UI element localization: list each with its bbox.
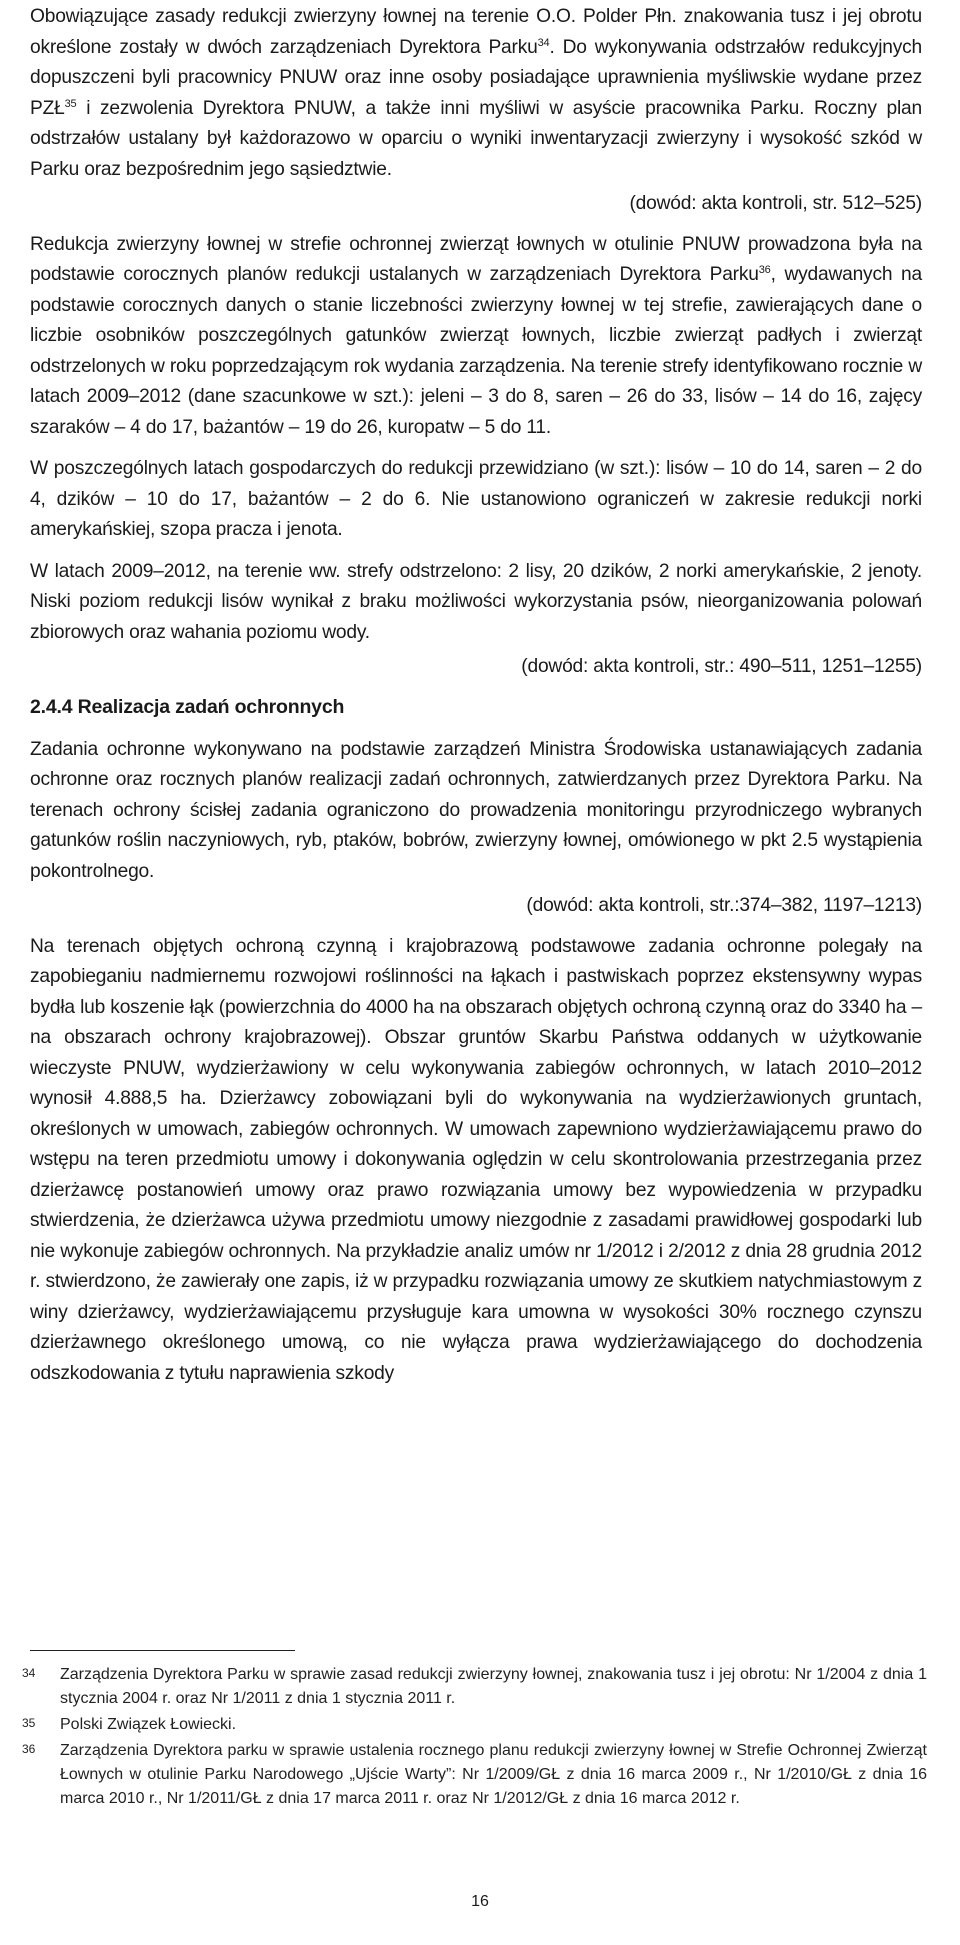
page-number: 16	[471, 1893, 489, 1910]
section-heading: 2.4.4 Realizacja zadań ochronnych	[30, 695, 345, 718]
footnote-ref-34: 34	[537, 36, 550, 49]
paragraph-buffer-zone: Redukcja zwierzyny łownej w strefie ochronnej zwierząt łownych w otulinie PNUW prowadzona była na podstawie corocznych planów redukcji ustalanych w zarządzeniach Dyrektora Parku$^{36}$, wydawanych na podstawie corocznych danych o stanie liczebności zwierzyny łownej w tej strefie, zawierających dane o liczbie osobników poszczególnych gatunków zwierząt łownych, liczbie zwierząt padłych i zwierząt odstrzelonych w roku poprzedzającym rok wydania zarządzenia. Na terenie strefy identyfikowano rocznie w latach 2009–2012 (dane szacunkowe w szt.): jeleni – 3 do 8, saren – 26 do 33, lisów – 14 do 16, zajęcy szaraków – 4 do 17, bażantów – 19 do 26, kuropatw – 5 do 11.	[30, 233, 922, 438]
footnote-36: 36 Zarządzenia Dyrektora parku w sprawie ustalenia rocznego planu redukcji zwierzyny łownej w Strefie Ochronnej Zwierząt Łownych w otulinie Parku Narodowego „Ujście Warty”: Nr 1/2009/GŁ z dnia 16 marca 2009 r., Nr 1/2010/GŁ z dnia 16 marca 2010 r., Nr 1/2011/GŁ z dnia 17 marca 2011 r. oraz Nr 1/2012/GŁ z dnia 16 marca 2012 r.	[22, 1742, 927, 1807]
evidence-reference: (dowód: akta kontroli, str.:374–382, 1197–1213)	[526, 895, 922, 916]
paragraph-active-protection: Na terenach objętych ochroną czynną i krajobrazową podstawowe zadania ochronne polegały na zapobieganiu nadmiernemu rozwojowi roślinności na łąkach i pastwiskach poprzez ekstensywny wypas bydła lub koszenie łąk (powierzchnia do 4000 ha na obszarach objętych ochroną czynną oraz do 3340 ha – na obszarach ochrony krajobrazowej). Obszar gruntów Skarbu Państwa oddanych w użytkowanie wieczyste PNUW, wydzierżawiony w celu wykonywania zabiegów ochronnych, w latach 2010–2012 wynosił 4.888,5 ha. Dzierżawcy zobowiązani byli do wykonywania na wydzierżawionych gruntach, określonych w umowach, zabiegów ochronnych. W umowach zapewniono wydzierżawiającemu prawo do wstępu na teren przedmiotu umowy i dokonywania oględzin w celu skontrolowania przestrzegania przez dzierżawcę postanowień umowy oraz prawo rozwiązania umowy bez wypowiedzenia w przypadku stwierdzenia, że dzierżawca używa przedmiotu umowy niezgodnie z zasadami prawidłowej gospodarki lub nie wykonuje zabiegów ochronnych. Na przykładzie analiz umów nr 1/2012 i 2/2012 z dnia 28 grudnia 2012 r. stwierdzono, że zawierały one zapis, iż w przypadku rozwiązania umowy ze skutkiem natychmiastowym z winy dzierżawcy, wydzierżawiającemu przysługuje kara umowna w wysokości 30% rocznego czynszu dzierżawnego określonego umową, co nie wyłącza prawa wydzierżawiającego do dochodzenia odszkodowania z tytułu naprawienia szkody	[30, 935, 922, 1384]
footnotes	[22, 1663, 927, 1813]
footnote-34: 34 Zarządzenia Dyrektora Parku w sprawie zasad redukcji zwierzyny łownej, znakowania tusz i jej obrotu: Nr 1/2004 z dnia 1 stycznia 2004 r. oraz Nr 1/2011 z dnia 1 stycznia 2011 r.	[22, 1666, 927, 1707]
footnote-35: 35 Polski Związek Łowiecki.	[22, 1716, 237, 1733]
main-text	[30, 2, 922, 1400]
footnote-ref-35: 35	[64, 97, 77, 110]
paragraph-protective-tasks: Zadania ochronne wykonywano na podstawie zarządzeń Ministra Środowiska ustanawiających zadania ochronne oraz rocznych planów realizacji zadań ochronnych, zatwierdzanych przez Dyrektora Parku. Na terenach ochrony ścisłej zadania ograniczono do prowadzenia monitoringu przyrodniczego wybranych gatunków roślin naczyniowych, ryb, ptaków, bobrów, zwierzyny łownej, omówionego w pkt 2.5 wystąpienia pokontrolnego.	[30, 738, 922, 882]
footnote-ref-36: 36	[758, 264, 771, 276]
paragraph-hunting-rules: Obowiązujące zasady redukcji zwierzyny łownej na terenie O.O. Polder Płn. znakowania tusz i jej obrotu określone zostały w dwóch zarządzeniach Dyrektora Parku$^{34}$. Do wykonywania odstrzałów redukcyjnych dopuszczeni byli pracownicy PNUW oraz inne osoby posiadające uprawnienia myśliwskie wydane przez PZŁ$^{35}$ i zezwolenia Dyrektora PNUW, a także inni myśliwi w asyście pracownika Parku. Roczny plan odstrzałów ustalany był każdorazowo w oparciu o wyniki inwentaryzacji zwierzyny i wysokość szkód w Parku oraz bezpośrednim jego sąsiedztwie.	[30, 6, 922, 180]
evidence-reference: (dowód: akta kontroli, str.: 490–511, 1251–1255)	[521, 656, 922, 677]
paragraph-actual-reduction: W latach 2009–2012, na terenie ww. strefy odstrzelono: 2 lisy, 20 dzików, 2 norki amerykańskie, 2 jenoty. Niski poziom redukcji lisów wynikał z braku możliwości wykorzystania psów, nieorganizowania polowań zbiorowych oraz wahania poziomu wody.	[30, 560, 922, 643]
evidence-reference: (dowód: akta kontroli, str. 512–525)	[629, 193, 922, 214]
footnote-separator	[30, 1650, 295, 1651]
paragraph-planned-reduction: W poszczególnych latach gospodarczych do redukcji przewidziano (w szt.): lisów – 10 do 14, saren – 2 do 4, dzików – 10 do 17, bażantów – 2 do 6. Nie ustanowiono ograniczeń w zakresie redukcji norki amerykańskiej, szopa pracza i jenota.	[30, 458, 922, 540]
